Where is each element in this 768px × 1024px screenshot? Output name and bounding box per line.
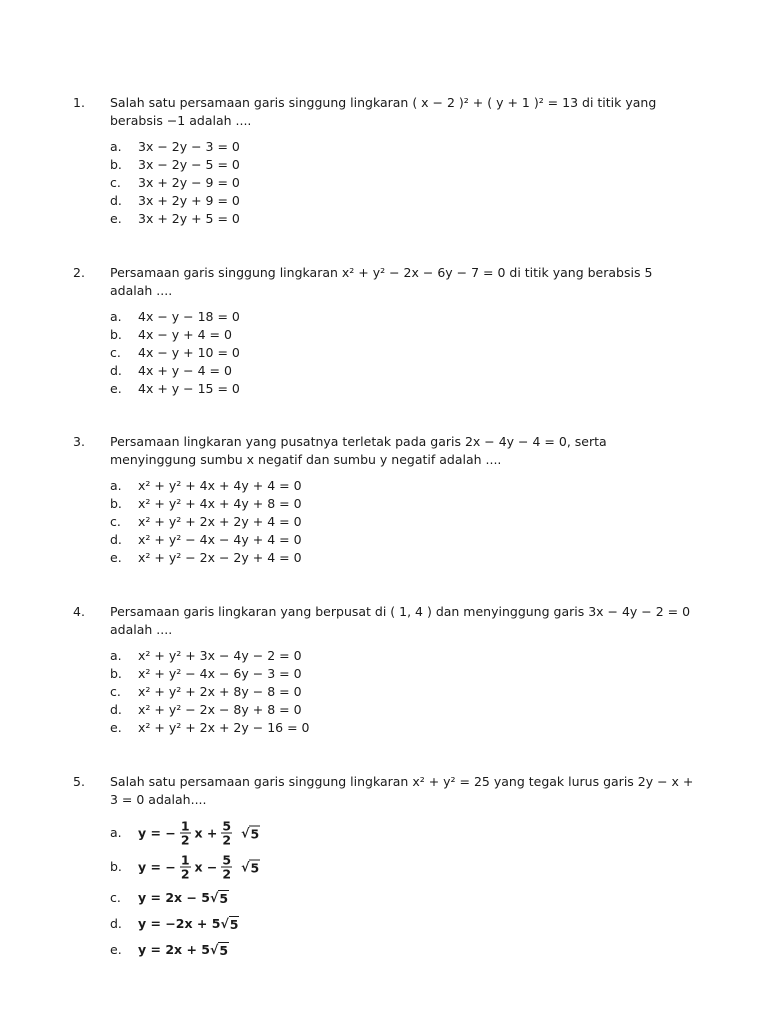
option-letter: d.	[110, 193, 122, 208]
formula-middle: x +	[194, 825, 218, 840]
option-text: x² + y² − 4x − 6y − 3 = 0	[138, 666, 302, 681]
fraction-denominator: 2	[222, 832, 232, 848]
option-letter: b.	[110, 496, 122, 511]
option-text: 3x + 2y + 5 = 0	[138, 211, 240, 226]
option-letter: b.	[110, 327, 122, 342]
option-text: x² + y² − 4x − 4y + 4 = 0	[138, 532, 302, 547]
option-text: x² + y² + 2x + 2y + 4 = 0	[138, 514, 302, 529]
option-text: x² + y² + 2x + 8y − 8 = 0	[138, 684, 302, 699]
formula-middle: x −	[194, 859, 218, 874]
option-letter: c.	[110, 514, 121, 529]
option-letter: b.	[110, 157, 122, 172]
radicand: 5	[229, 917, 239, 932]
option-formula	[138, 889, 229, 907]
formula-prefix: y = 2x − 5	[138, 890, 210, 905]
option-text: x² + y² − 2x − 2y + 4 = 0	[138, 550, 302, 565]
option-formula	[138, 915, 239, 933]
option-letter: c.	[110, 175, 121, 190]
option-text: x² + y² + 2x + 2y − 16 = 0	[138, 720, 310, 735]
option-letter: e.	[110, 550, 122, 565]
fraction-numerator: 1	[180, 852, 190, 868]
fraction	[221, 854, 232, 881]
option-letter: d.	[110, 916, 122, 931]
option-letter: d.	[110, 363, 122, 378]
radicand: 5	[250, 826, 260, 841]
question-text: Persamaan lingkaran yang pusatnya terletak pada garis 2x − 4y − 4 = 0, serta menyinggung sumbu x negatif dan sumbu y negatif adalah ....	[110, 434, 607, 467]
fraction	[221, 820, 232, 847]
square-root	[241, 859, 260, 875]
radicand: 5	[219, 891, 229, 906]
option-letter: e.	[110, 720, 122, 735]
question-text: Persamaan garis lingkaran yang berpusat di ( 1, 4 ) dan menyinggung garis 3x − 4y − 2 = 0 adalah ....	[110, 604, 691, 637]
option-text: x² + y² + 3x − 4y − 2 = 0	[138, 648, 302, 663]
square-root	[210, 942, 229, 958]
option-text: x² + y² + 4x + 4y + 8 = 0	[138, 496, 302, 511]
fraction-denominator: 2	[222, 866, 232, 882]
option-text: 4x − y − 18 = 0	[138, 309, 240, 324]
square-root	[241, 825, 260, 841]
option-letter: e.	[110, 942, 122, 957]
radical-sign-icon: √	[241, 859, 250, 874]
option-letter: c.	[110, 684, 121, 699]
radical-sign-icon: √	[209, 942, 219, 957]
option-letter: b.	[110, 859, 122, 874]
formula-prefix: y = −2x + 5	[138, 916, 221, 931]
option-formula	[138, 820, 260, 847]
option-letter: d.	[110, 532, 122, 547]
fraction-numerator: 1	[180, 818, 190, 834]
option-text: 3x − 2y − 5 = 0	[138, 157, 240, 172]
question-number: 5.	[73, 774, 85, 789]
question-number: 4.	[73, 604, 85, 619]
option-text: 4x − y + 10 = 0	[138, 345, 240, 360]
option-letter: a.	[110, 478, 122, 493]
option-letter: e.	[110, 381, 122, 396]
option-letter: d.	[110, 702, 122, 717]
option-text: 3x + 2y − 9 = 0	[138, 175, 240, 190]
fraction-denominator: 2	[180, 832, 190, 848]
option-letter: b.	[110, 666, 122, 681]
option-text: x² + y² + 4x + 4y + 4 = 0	[138, 478, 302, 493]
option-letter: a.	[110, 825, 122, 840]
formula-prefix: y = −	[138, 859, 176, 874]
radicand: 5	[219, 943, 229, 958]
option-text: 3x − 2y − 3 = 0	[138, 139, 240, 154]
option-letter: a.	[110, 648, 122, 663]
option-letter: e.	[110, 211, 122, 226]
option-text: 4x − y + 4 = 0	[138, 327, 232, 342]
option-formula	[138, 854, 260, 881]
square-root	[210, 890, 229, 906]
fraction-denominator: 2	[180, 866, 190, 882]
question-number: 1.	[73, 95, 85, 110]
square-root	[220, 916, 239, 932]
fraction-numerator: 5	[222, 852, 232, 868]
formula-prefix: y = −	[138, 825, 176, 840]
option-letter: a.	[110, 309, 122, 324]
option-formula	[138, 941, 229, 959]
option-letter: c.	[110, 890, 121, 905]
radical-sign-icon: √	[241, 825, 250, 840]
option-text: 3x + 2y + 9 = 0	[138, 193, 240, 208]
fraction	[180, 854, 191, 881]
question-number: 3.	[73, 434, 85, 449]
option-letter: c.	[110, 345, 121, 360]
option-text: x² + y² − 2x − 8y + 8 = 0	[138, 702, 302, 717]
fraction	[180, 820, 191, 847]
radical-sign-icon: √	[209, 890, 219, 905]
radical-sign-icon: √	[220, 916, 229, 931]
option-letter: a.	[110, 139, 122, 154]
question-text: Salah satu persamaan garis singgung lingkaran x² + y² = 25 yang tegak lurus garis 2y − x + 3 = 0 adalah....	[110, 774, 694, 807]
option-text: 4x + y − 15 = 0	[138, 381, 240, 396]
question-number: 2.	[73, 265, 85, 280]
formula-prefix: y = 2x + 5	[138, 942, 210, 957]
fraction-numerator: 5	[222, 818, 232, 834]
radicand: 5	[250, 860, 260, 875]
question-text: Persamaan garis singgung lingkaran x² + y² − 2x − 6y − 7 = 0 di titik yang berabsis 5 adalah ....	[110, 265, 653, 298]
question-text: Salah satu persamaan garis singgung lingkaran ( x − 2 )² + ( y + 1 )² = 13 di titik yang berabsis −1 adalah ....	[110, 95, 657, 128]
option-text: 4x + y − 4 = 0	[138, 363, 232, 378]
